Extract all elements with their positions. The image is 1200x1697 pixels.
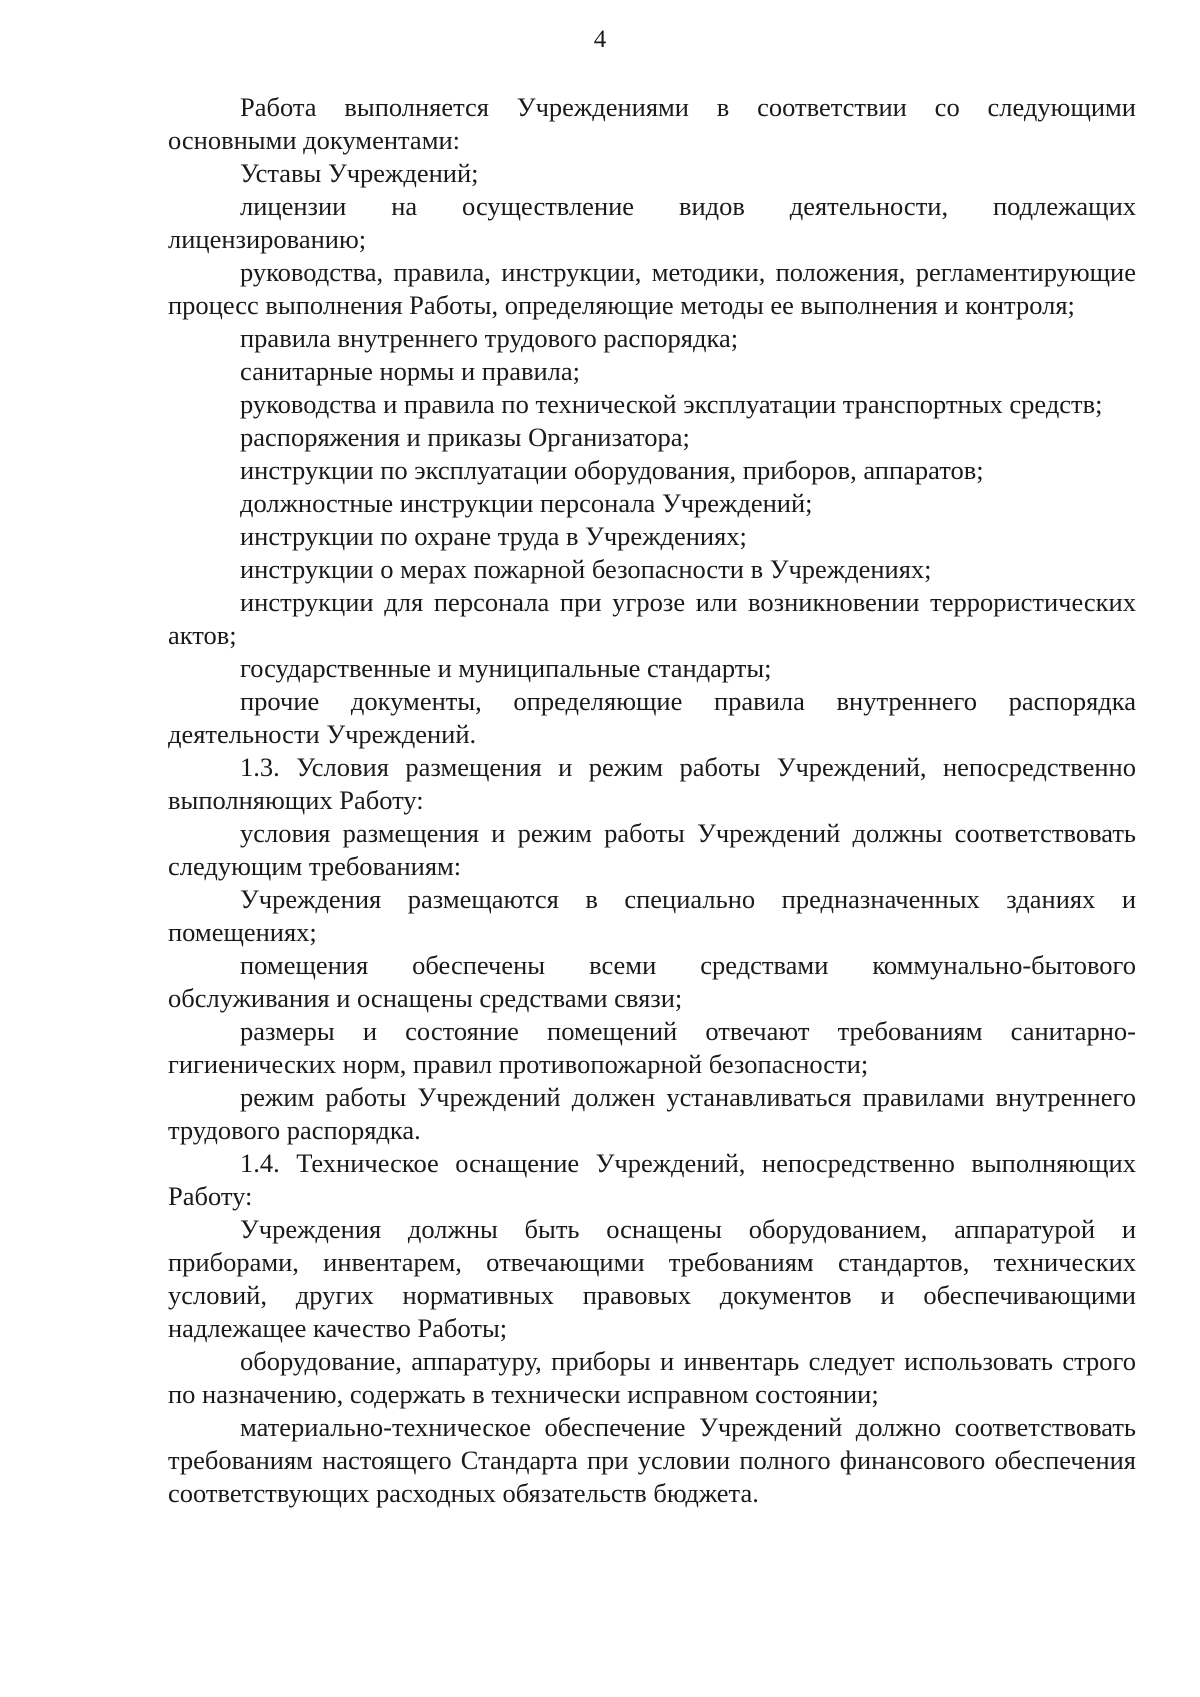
paragraph: оборудование, аппаратуру, приборы и инвентарь следует использовать строго по назначению, содержать в технически исправном состоянии; [168,1346,1136,1409]
paragraph: санитарные нормы и правила; [240,356,581,386]
paragraph: руководства и правила по технической эксплуатации транспортных средств; [240,389,1103,419]
paragraph: прочие документы, определяющие правила внутреннего распорядка деятельности Учреждений. [168,686,1136,749]
paragraph: Уставы Учреждений; [240,158,479,188]
paragraph: Учреждения размещаются в специально предназначенных зданиях и помещениях; [168,884,1136,947]
paragraph: условия размещения и режим работы Учреждений должны соответствовать следующим требованиям: [168,818,1136,881]
paragraph: инструкции по эксплуатации оборудования, приборов, аппаратов; [240,455,984,485]
paragraph: инструкции по охране труда в Учреждениях; [240,521,747,551]
paragraph: размеры и состояние помещений отвечают требованиям санитарно-гигиенических норм, правил противопожарной безопасности; [168,1016,1136,1079]
paragraph: Учреждения должны быть оснащены оборудованием, аппаратурой и приборами, инвентарем, отвечающими требованиям стандартов, технических условий, других нормативных правовых документов и обеспечивающими надлежащее качество Работы; [168,1214,1136,1343]
section-heading-1-4: 1.4. Техническое оснащение Учреждений, непосредственно выполняющих Работу: [168,1148,1136,1211]
paragraph: правила внутреннего трудового распорядка; [240,323,739,353]
paragraph: распоряжения и приказы Организатора; [240,422,690,452]
paragraph: инструкции для персонала при угрозе или возникновении террористических актов; [168,587,1136,650]
paragraph: государственные и муниципальные стандарты; [240,653,772,683]
paragraph: материально-техническое обеспечение Учреждений должно соответствовать требованиям настоящего Стандарта при условии полного финансового обеспечения соответствующих расходных обязательств бюджета. [168,1412,1136,1508]
paragraph: руководства, правила, инструкции, методики, положения, регламентирующие процесс выполнения Работы, определяющие методы ее выполнения и контроля; [168,257,1136,320]
paragraph: режим работы Учреждений должен устанавливаться правилами внутреннего трудового распорядка. [168,1082,1136,1145]
paragraph: Работа выполняется Учреждениями в соответствии со следующими основными документами: [168,92,1136,155]
section-heading-1-3: 1.3. Условия размещения и режим работы Учреждений, непосредственно выполняющих Работу: [168,752,1136,815]
paragraph: должностные инструкции персонала Учреждений; [240,488,813,518]
page-number: 4 [593,26,607,53]
paragraph: инструкции о мерах пожарной безопасности в Учреждениях; [240,554,932,584]
document-body [168,91,1136,1510]
paragraph: лицензии на осуществление видов деятельности, подлежащих лицензированию; [168,191,1136,254]
paragraph: помещения обеспечены всеми средствами коммунально-бытового обслуживания и оснащены средствами связи; [168,950,1136,1013]
